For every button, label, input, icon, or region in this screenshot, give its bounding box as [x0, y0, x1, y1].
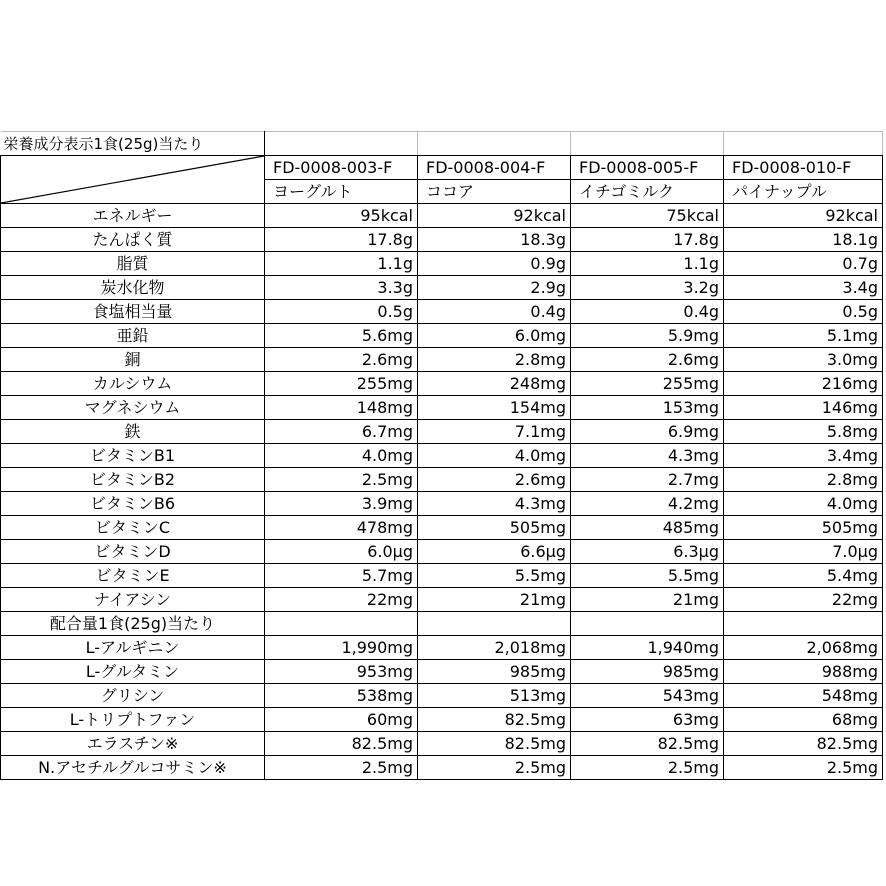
value-cell: 3.2g [571, 276, 724, 300]
value-cell: 60mg [265, 708, 418, 732]
value-cell: 63mg [571, 708, 724, 732]
value-cell: 0.4g [571, 300, 724, 324]
value-cell: 82.5mg [418, 708, 571, 732]
value-cell: 148mg [265, 396, 418, 420]
value-cell: 7.0μg [724, 540, 883, 564]
table-row [1, 540, 883, 564]
value-cell: 2.5mg [418, 756, 571, 780]
value-cell: 0.7g [724, 252, 883, 276]
value-cell: 21mg [418, 588, 571, 612]
diagonal-line [1, 156, 264, 203]
value-cell: 154mg [418, 396, 571, 420]
value-cell: 2.5mg [571, 756, 724, 780]
value-cell: 6.9mg [571, 420, 724, 444]
table-row [1, 228, 883, 252]
value-cell: 4.3mg [418, 492, 571, 516]
value-cell: 3.0mg [724, 348, 883, 372]
table-row [1, 420, 883, 444]
value-cell: 548mg [724, 684, 883, 708]
row-label: ビタミンE [1, 564, 265, 588]
row-label: ビタミンB1 [1, 444, 265, 468]
table-row [1, 468, 883, 492]
row-label: L-グルタミン [1, 660, 265, 684]
value-cell: 505mg [724, 516, 883, 540]
product-code: FD-0008-010-F [724, 156, 883, 180]
value-cell: 538mg [265, 684, 418, 708]
value-cell: 5.1mg [724, 324, 883, 348]
value-cell: 3.4mg [724, 444, 883, 468]
value-cell: 953mg [265, 660, 418, 684]
value-cell: 0.5g [724, 300, 883, 324]
row-label: 脂質 [1, 252, 265, 276]
value-cell: 146mg [724, 396, 883, 420]
value-cell: 82.5mg [724, 732, 883, 756]
row-label: マグネシウム [1, 396, 265, 420]
value-cell: 2.6mg [265, 348, 418, 372]
table-row [1, 660, 883, 684]
value-cell: 216mg [724, 372, 883, 396]
value-cell: 5.5mg [418, 564, 571, 588]
value-cell: 2,068mg [724, 636, 883, 660]
value-cell: 985mg [418, 660, 571, 684]
value-cell: 2.5mg [265, 468, 418, 492]
blank-cell [724, 612, 883, 636]
value-cell: 82.5mg [265, 732, 418, 756]
value-cell: 1.1g [571, 252, 724, 276]
value-cell: 1.1g [265, 252, 418, 276]
table-row [1, 636, 883, 660]
table-title: 栄養成分表示1食(25g)当たり [1, 132, 265, 156]
table-row [1, 708, 883, 732]
table-row [1, 324, 883, 348]
table-row [1, 564, 883, 588]
row-label: エラスチン※ [1, 732, 265, 756]
diagonal-header-cell [1, 156, 265, 204]
value-cell: 2.5mg [724, 756, 883, 780]
product-name: ヨーグルト [265, 180, 418, 204]
table-row [1, 492, 883, 516]
value-cell: 255mg [265, 372, 418, 396]
row-label: たんぱく質 [1, 228, 265, 252]
nutrition-table [0, 131, 883, 780]
value-cell: 255mg [571, 372, 724, 396]
table-row [1, 756, 883, 780]
row-label: N.アセチルグルコサミン※ [1, 756, 265, 780]
value-cell: 22mg [265, 588, 418, 612]
table-row [1, 204, 883, 228]
row-label: 亜鉛 [1, 324, 265, 348]
table-row [1, 348, 883, 372]
value-cell: 985mg [571, 660, 724, 684]
table-row [1, 732, 883, 756]
value-cell: 513mg [418, 684, 571, 708]
value-cell: 7.1mg [418, 420, 571, 444]
value-cell: 6.7mg [265, 420, 418, 444]
value-cell: 5.9mg [571, 324, 724, 348]
row-label: カルシウム [1, 372, 265, 396]
row-label: ビタミンB2 [1, 468, 265, 492]
value-cell: 3.3g [265, 276, 418, 300]
table-row [1, 252, 883, 276]
value-cell: 4.3mg [571, 444, 724, 468]
value-cell: 18.1g [724, 228, 883, 252]
table-row [1, 684, 883, 708]
value-cell: 5.6mg [265, 324, 418, 348]
value-cell: 5.7mg [265, 564, 418, 588]
value-cell: 6.3μg [571, 540, 724, 564]
value-cell: 3.4g [724, 276, 883, 300]
value-cell: 2.5mg [265, 756, 418, 780]
value-cell: 2.7mg [571, 468, 724, 492]
section-title: 配合量1食(25g)当たり [1, 612, 265, 636]
title-row [1, 132, 883, 156]
table-row [1, 588, 883, 612]
value-cell: 82.5mg [571, 732, 724, 756]
value-cell: 543mg [571, 684, 724, 708]
value-cell: 17.8g [265, 228, 418, 252]
product-code-row [1, 156, 883, 180]
value-cell: 95kcal [265, 204, 418, 228]
value-cell: 0.4g [418, 300, 571, 324]
product-name: イチゴミルク [571, 180, 724, 204]
row-label: 食塩相当量 [1, 300, 265, 324]
table-row [1, 516, 883, 540]
nutrition-sheet [0, 131, 882, 780]
blank-cell [418, 612, 571, 636]
blank-cell [571, 612, 724, 636]
table-row [1, 372, 883, 396]
value-cell: 2.8mg [418, 348, 571, 372]
value-cell: 988mg [724, 660, 883, 684]
row-label: グリシン [1, 684, 265, 708]
row-label: ビタミンB6 [1, 492, 265, 516]
value-cell: 248mg [418, 372, 571, 396]
value-cell: 478mg [265, 516, 418, 540]
table-row [1, 276, 883, 300]
value-cell: 3.9mg [265, 492, 418, 516]
section-header-row [1, 612, 883, 636]
value-cell: 18.3g [418, 228, 571, 252]
row-label: 鉄 [1, 420, 265, 444]
value-cell: 17.8g [571, 228, 724, 252]
value-cell: 5.5mg [571, 564, 724, 588]
value-cell: 22mg [724, 588, 883, 612]
value-cell: 68mg [724, 708, 883, 732]
product-code: FD-0008-003-F [265, 156, 418, 180]
value-cell: 505mg [418, 516, 571, 540]
value-cell: 0.9g [418, 252, 571, 276]
row-label: エネルギー [1, 204, 265, 228]
value-cell: 1,940mg [571, 636, 724, 660]
product-code: FD-0008-005-F [571, 156, 724, 180]
blank-cell [265, 612, 418, 636]
table-row [1, 444, 883, 468]
value-cell: 75kcal [571, 204, 724, 228]
value-cell: 92kcal [724, 204, 883, 228]
value-cell: 6.6μg [418, 540, 571, 564]
row-label: L-トリプトファン [1, 708, 265, 732]
table-row [1, 396, 883, 420]
product-name: ココア [418, 180, 571, 204]
product-code: FD-0008-004-F [418, 156, 571, 180]
table-row [1, 300, 883, 324]
value-cell: 0.5g [265, 300, 418, 324]
row-label: 銅 [1, 348, 265, 372]
value-cell: 2.9g [418, 276, 571, 300]
value-cell: 153mg [571, 396, 724, 420]
row-label: ビタミンC [1, 516, 265, 540]
value-cell: 485mg [571, 516, 724, 540]
value-cell: 2.6mg [571, 348, 724, 372]
value-cell: 4.0mg [418, 444, 571, 468]
value-cell: 92kcal [418, 204, 571, 228]
value-cell: 1,990mg [265, 636, 418, 660]
value-cell: 6.0mg [418, 324, 571, 348]
value-cell: 2,018mg [418, 636, 571, 660]
value-cell: 5.8mg [724, 420, 883, 444]
value-cell: 6.0μg [265, 540, 418, 564]
value-cell: 4.2mg [571, 492, 724, 516]
value-cell: 82.5mg [418, 732, 571, 756]
product-name: パイナップル [724, 180, 883, 204]
value-cell: 2.8mg [724, 468, 883, 492]
value-cell: 2.6mg [418, 468, 571, 492]
row-label: 炭水化物 [1, 276, 265, 300]
value-cell: 4.0mg [265, 444, 418, 468]
row-label: ナイアシン [1, 588, 265, 612]
row-label: ビタミンD [1, 540, 265, 564]
value-cell: 21mg [571, 588, 724, 612]
value-cell: 4.0mg [724, 492, 883, 516]
row-label: L-アルギニン [1, 636, 265, 660]
value-cell: 5.4mg [724, 564, 883, 588]
